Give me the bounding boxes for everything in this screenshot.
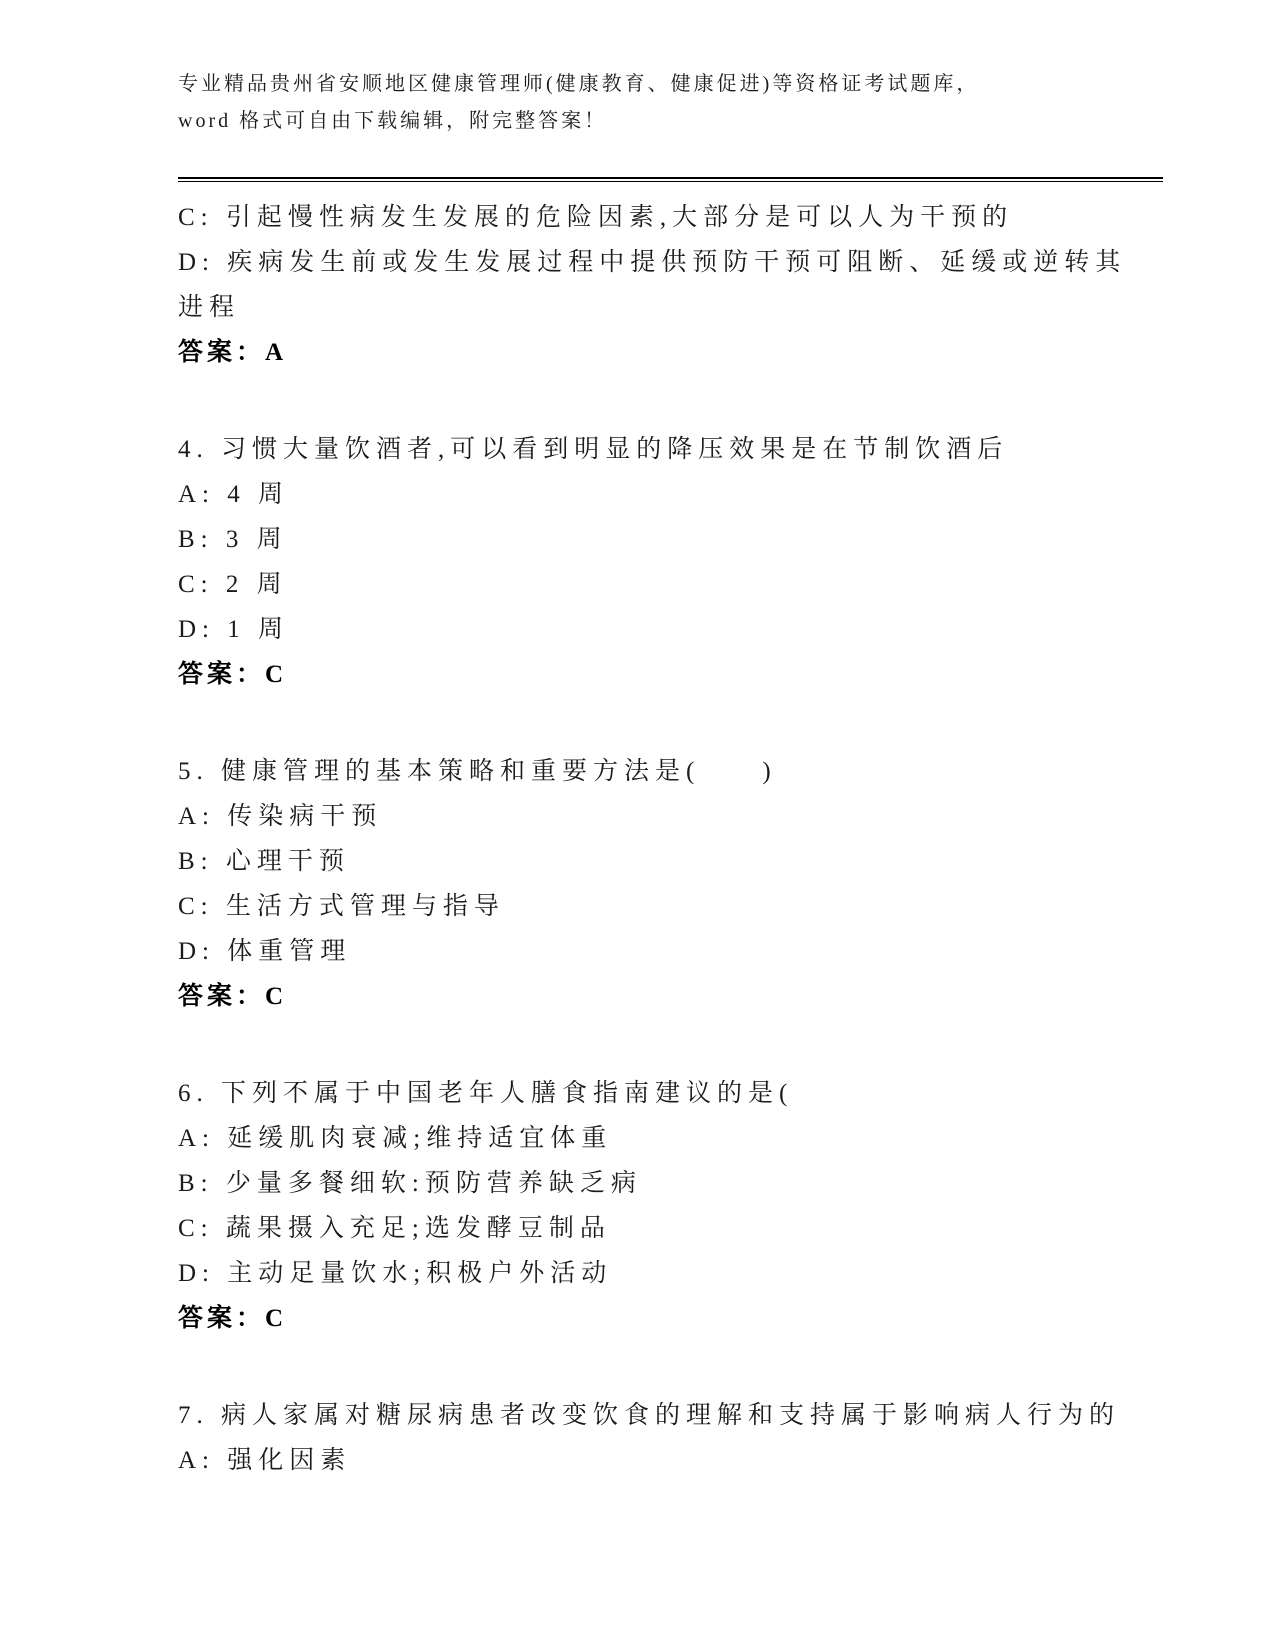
q5-question-text: 5. 健康管理的基本策略和重要方法是( ): [178, 757, 777, 785]
block-spacer: [178, 1016, 1188, 1068]
q5-option-d: D: 体重管理: [178, 937, 352, 965]
q6-option-c: C: 蔬果摄入充足;选发酵豆制品: [178, 1214, 611, 1242]
q4-option-b: B: 3 周: [178, 525, 288, 553]
q5-option-c: C: 生活方式管理与指导: [178, 892, 505, 920]
q6-option-b: B: 少量多餐细软:预防营养缺乏病: [178, 1169, 642, 1197]
q4-question-text: 4. 习惯大量饮酒者,可以看到明显的降压效果是在节制饮酒后: [178, 435, 1009, 463]
q4-answer-line: 答案：C: [178, 660, 288, 688]
q4-option-c: C: 2 周: [178, 570, 288, 598]
q4-option-d: D: 1 周: [178, 615, 290, 643]
q5-option-a: A: 传染病干预: [178, 802, 383, 830]
q7-option-a: A: 强化因素: [178, 1446, 352, 1474]
header-line-2: word 格式可自由下载编辑，附完整答案！: [178, 110, 608, 132]
q6-option-d: D: 主动足量饮水;积极户外活动: [178, 1259, 613, 1287]
q6-option-a: A: 延缓肌肉衰减;维持适宜体重: [178, 1124, 613, 1152]
q6-answer-line: 答案：C: [178, 1304, 288, 1332]
q3-answer-line: 答案：A: [178, 338, 288, 366]
doc-content: [178, 192, 1188, 1480]
block-spacer: [178, 694, 1188, 746]
q3-option-d: D: 疾病发生前或发生发展过程中提供预防干预可阻断、延缓或逆转其: [178, 248, 1127, 276]
doc-header: [178, 66, 1138, 140]
q3-option-c: C: 引起慢性病发生发展的危险因素,大部分是可以人为干预的: [178, 203, 1014, 231]
q6-question-text: 6. 下列不属于中国老年人膳食指南建议的是(: [178, 1079, 794, 1107]
q3-option-d-continuation: 进程: [178, 293, 241, 321]
q5-answer-line: 答案：C: [178, 982, 288, 1010]
header-line-1: 专业精品贵州省安顺地区健康管理师(健康教育、健康促进)等资格证考试题库，: [178, 73, 980, 95]
q7-question-text: 7. 病人家属对糖尿病患者改变饮食的理解和支持属于影响病人行为的: [178, 1401, 1121, 1429]
block-spacer: [178, 372, 1188, 424]
header-divider-rule: [178, 177, 1163, 182]
block-spacer: [178, 1338, 1188, 1390]
q5-option-b: B: 心理干预: [178, 847, 350, 875]
q4-option-a: A: 4 周: [178, 480, 290, 508]
